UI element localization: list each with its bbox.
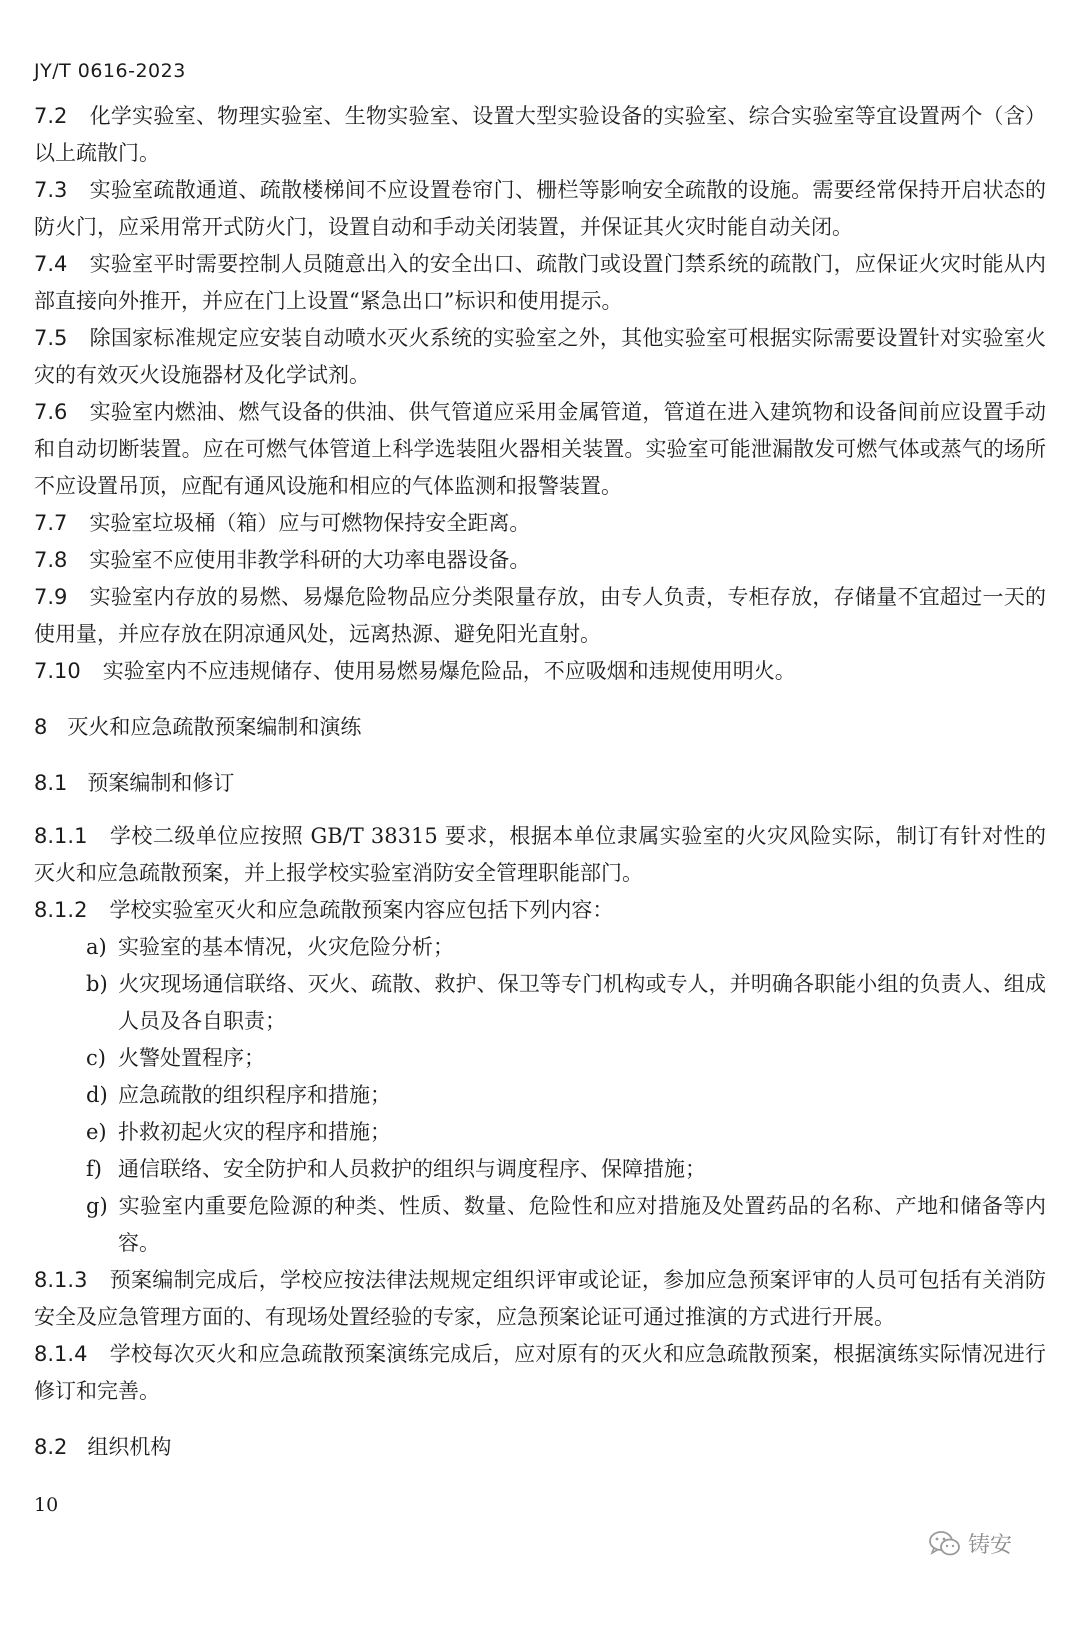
clause-text: 实验室内存放的易燃、易爆危险物品应分类限量存放，由专人负责，专柜存放，存储量不宜超过一天的使用量，并应存放在阴凉通风处，远离热源、避免阳光直射。 [34,585,1046,646]
section-title: 组织机构 [87,1435,172,1459]
clause-number: 8.1.1 [34,824,88,848]
clause-text: 化学实验室、物理实验室、生物实验室、设置大型实验设备的实验室、综合实验室等宜设置两个（含）以上疏散门。 [34,104,1046,165]
section-number: 8.2 [34,1435,68,1459]
clause-7-2 [34,98,1046,172]
list-item-a [34,929,1046,966]
watermark [928,1528,1012,1559]
clause-text: 学校每次灭火和应急疏散预案演练完成后，应对原有的灭火和应急疏散预案，根据演练实际情况进行修订和完善。 [34,1342,1046,1403]
section-title: 预案编制和修订 [87,771,235,795]
list-text: 实验室的基本情况，火灾危险分析； [118,935,454,959]
list-marker: g) [86,1194,108,1218]
clause-number: 7.5 [34,326,68,350]
clause-8-1-1 [34,818,1046,892]
list-text: 实验室内重要危险源的种类、性质、数量、危险性和应对措施及处置药品的名称、产地和储备等内容。 [118,1194,1046,1255]
section-8-heading [34,709,1046,746]
page-number: 10 [34,1494,59,1516]
clause-number: 7.7 [34,511,68,535]
section-title: 灭火和应急疏散预案编制和演练 [67,715,362,739]
clause-text: 实验室平时需要控制人员随意出入的安全出口、疏散门或设置门禁系统的疏散门，应保证火灾时能从内部直接向外推开，并应在门上设置“紧急出口”标识和使用提示。 [34,252,1046,313]
clause-number: 7.6 [34,400,68,424]
clause-8-1-4 [34,1336,1046,1410]
clause-number: 8.1.3 [34,1268,88,1292]
list-item-b [34,966,1046,1040]
section-number: 8 [34,715,48,739]
section-8-1-heading [34,765,1046,802]
watermark-text: 铸安 [967,1533,1012,1558]
clause-7-9 [34,579,1046,653]
list-text: 扑救初起火灾的程序和措施； [118,1120,391,1144]
list-marker: f) [86,1157,102,1181]
clause-7-5 [34,320,1046,394]
clause-text: 实验室不应使用非教学科研的大功率电器设备。 [89,548,531,572]
clause-7-4 [34,246,1046,320]
clause-8-1-2 [34,892,1046,929]
document-code: JY/T 0616-2023 [34,60,186,82]
clause-text: 学校实验室灭火和应急疏散预案内容应包括下列内容： [109,898,614,922]
clause-text: 学校二级单位应按照 GB/T 38315 要求，根据本单位隶属实验室的火灾风险实际，制订有针对性的灭火和应急疏散预案，并上报学校实验室消防安全管理职能部门。 [34,824,1046,885]
clause-number: 7.3 [34,178,68,202]
list-text: 通信联络、安全防护和人员救护的组织与调度程序、保障措施； [118,1157,706,1181]
list-text: 火灾现场通信联络、灭火、疏散、救护、保卫等专门机构或专人，并明确各职能小组的负责人、组成人员及各自职责； [118,972,1046,1033]
list-marker: c) [86,1046,106,1070]
clause-number: 7.9 [34,585,68,609]
clause-number: 8.1.4 [34,1342,88,1366]
clause-7-3 [34,172,1046,246]
list-item-f [34,1151,1046,1188]
clause-number: 7.10 [34,659,81,683]
list-marker: e) [86,1120,107,1144]
clause-text: 预案编制完成后，学校应按法律法规规定组织评审或论证，参加应急预案评审的人员可包括有关消防安全及应急管理方面的、有现场处置经验的专家，应急预案论证可通过推演的方式进行开展。 [34,1268,1046,1329]
list-marker: d) [86,1083,108,1107]
clause-7-6 [34,394,1046,505]
clause-7-7 [34,505,1046,542]
list-item-e [34,1114,1046,1151]
clause-8-1-3 [34,1262,1046,1336]
list-item-c [34,1040,1046,1077]
list-item-d [34,1077,1046,1114]
list-text: 应急疏散的组织程序和措施； [118,1083,391,1107]
clause-number: 7.2 [34,104,68,128]
list-marker: b) [86,972,108,996]
section-number: 8.1 [34,771,68,795]
wechat-icon [928,1530,962,1558]
clause-text: 实验室内不应违规储存、使用易燃易爆危险品，不应吸烟和违规使用明火。 [102,659,796,683]
clause-7-10 [34,653,1046,690]
clause-number: 7.4 [34,252,68,276]
list-text: 火警处置程序； [118,1046,265,1070]
list-marker: a) [86,935,107,959]
clause-text: 实验室疏散通道、疏散楼梯间不应设置卷帘门、栅栏等影响安全疏散的设施。需要经常保持开启状态的防火门，应采用常开式防火门，设置自动和手动关闭装置，并保证其火灾时能自动关闭。 [34,178,1046,239]
clause-text: 实验室垃圾桶（箱）应与可燃物保持安全距离。 [89,511,531,535]
clause-number: 8.1.2 [34,898,88,922]
clause-text: 实验室内燃油、燃气设备的供油、供气管道应采用金属管道，管道在进入建筑物和设备间前应设置手动和自动切断装置。应在可燃气体管道上科学选装阻火器相关装置。实验室可能泄漏散发可燃气体或蒸气的场所不应设置吊顶，应配有通风设施和相应的气体监测和报警装置。 [34,400,1046,498]
clause-text: 除国家标准规定应安装自动喷水灭火系统的实验室之外，其他实验室可根据实际需要设置针对实验室火灾的有效灭火设施器材及化学试剂。 [34,326,1046,387]
list-item-g [34,1188,1046,1262]
clause-7-8 [34,542,1046,579]
clause-number: 7.8 [34,548,68,572]
section-8-2-heading [34,1429,1046,1466]
document-body [34,98,1046,1466]
